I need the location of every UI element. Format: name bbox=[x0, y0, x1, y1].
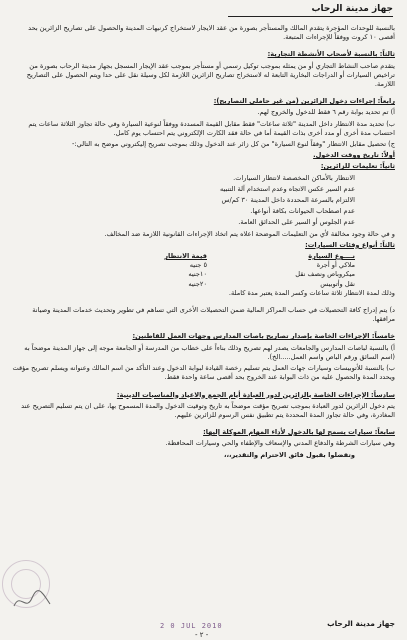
section-4-a: أ) تم تحديد بوابة رقم ٦ فقط للدخول والخروج لهم. bbox=[257, 108, 395, 117]
fees-row bbox=[10, 261, 355, 270]
section-7-title: سابعاً: سيارات يسمح لها بالدخول لأداء المهام الموكلة إليها: bbox=[203, 428, 395, 437]
section-6-title: سادساً: الإجراءات الخاصة بالزائرين لدور العبادة أيام الجمع والاعياد والمناسبات الدينية: bbox=[116, 390, 395, 399]
vehicle-type: ملاكي أو أجرة bbox=[316, 261, 355, 270]
fees-header-row bbox=[10, 252, 355, 261]
section-5-b: ب) بالنسبة للأتوبيسات وسيارات جهات العمل يتم تسليم رخصة القيادة لبوابة الدخول وعند التأكد من اسم المالك وعنوانه ويسلم تصريح مؤقت ويحدد المدة والحصول عليه من ذات البوابة عند الخروج بحد أقصى ساعة واحدة فقط. bbox=[12, 364, 395, 382]
section-4-b: ب) تحديد مدة الانتظار داخل المدينة "ثلاثة ساعات" فقط مقابل القيمة المسددة ووفقاً لنوعية السيارة وفي حالة تجاوز الثلاثة ساعات يتم احتساب مدة أخرى أو مدد أخرى بذات القيمة أما في حالة فقد الكارت الإلكتروني يتم احتساب يوم كامل. bbox=[28, 119, 395, 137]
vehicle-type: ميكروباص ونصف نقل bbox=[295, 270, 355, 279]
vehicle-type-header: نــــوع السيارة bbox=[308, 252, 355, 261]
fees-table bbox=[10, 252, 395, 289]
fee-value: ٥ جنيه bbox=[189, 261, 207, 270]
date-stamp: 2 0 JUL 2010 bbox=[160, 622, 223, 630]
section-4-title: رابعاً: إجراءات دخول الزائرين (من غير حاملي التصاريح): bbox=[213, 97, 395, 106]
fees-row bbox=[10, 280, 355, 289]
section-7-text: وهي سيارات الشرطة والدفاع المدني والإسعاف والإطفاء والحي وسيارات المحافظة. bbox=[165, 439, 395, 448]
section-3-text: يتقدم صاحب النشاط التجاري أو من يمثله بموجب توكيل رسمي أو مستأجر بموجب عقد الإيجار المسجل بجهاز مدينة الرحاب بصورة من تراخيص السيارات أو الدراجات البخارية التابعة له لاستخراج تصاريح الزائرين اللازمة لكل وسيلة نقل على حدا ويتم الحصول على التصاريح اللازمة. bbox=[26, 61, 395, 89]
document-body bbox=[10, 24, 395, 462]
violation-note: و في حالة وجود مخالفة لأي من التعليمات الموضحة اعلاه يتم اتخاذ الإجراءات القانونية اللازمة ضد المخالف. bbox=[104, 229, 395, 238]
fee-header: قيمة الانتظار bbox=[164, 252, 207, 261]
rule-item: عدم السير عكس الاتجاه وعدم استخدام آلة التنبيه bbox=[220, 184, 355, 193]
rule-item: الالتزام بالسرعة المحددة داخل المدينة ٣٠ كم/س bbox=[221, 196, 355, 205]
section-4-d: د) يتم إدراج كافة التحصيلات في حساب المراكز المالية ضمن التحصيلات الأخرى التي تساهم في تطوير وتحديث خدمات المدينة وصيانة مرافقها. bbox=[32, 306, 395, 324]
section-5-a: أ) بالنسبة لباصات المدارس والجامعات يصدر لهم تصريح وذلك بناءاً على خطاب من المدرسة أو الجامعة موجه إلى جهاز المدينة موضحاً به (اسم السائق ورقم الباص واسم العمل.....الخ). bbox=[24, 343, 395, 361]
section-4-c: ج) تحصيل مقابل الانتظار "وفقاً لنوع السيارة" من كل زائر عند الدخول وذلك بموجب تصريح إليكتروني موضح به التالي:- bbox=[72, 140, 395, 149]
second-title: ثانياً: تعليمات للزائرين: bbox=[320, 162, 395, 171]
handwritten-signature bbox=[12, 588, 52, 617]
fee-value: ٢٠جنيه bbox=[188, 279, 207, 288]
page-number: - ٢ - bbox=[195, 631, 209, 639]
rule-item: الانتظار بالأماكن المخصصة لانتظار السيارات. bbox=[233, 173, 355, 182]
vehicle-type: نقل وأتوبيس bbox=[320, 279, 355, 288]
first-title: أولاً: تاريخ ووقت الدخول. bbox=[313, 151, 395, 160]
paragraph-leased-units: بالنسبة للوحدات المؤجرة يتقدم المالك والمستأجر بصورة من عقد الايجار لاستخراج كرنيهات المدينة والحصول على تصاريح الزائرين بحد أقصى ١٠ كروت ووفقاً للإجراءات المتبعة. bbox=[28, 24, 395, 42]
header-org: جهاز مدينة الرحاب bbox=[311, 4, 393, 14]
fees-row bbox=[10, 270, 355, 279]
section-3-title: ثالثاً: بالنسبة لأصحاب الأنشطة التجارية: bbox=[267, 50, 395, 59]
closing-line: وتفضلوا بقبول فائق الاحترام والتقدير،،، bbox=[223, 450, 355, 459]
section-5-title: خامساً: الإجراءات الخاصة بإصدار تصاريح باصات المدارس وجهات العمل للقاطنين: bbox=[132, 332, 395, 341]
fee-value: ١٠جنيه bbox=[188, 270, 207, 279]
third-title: ثالثاً: أنواع وفئات السيارات: bbox=[305, 240, 395, 249]
rule-item: عدم الجلوس أو السير على الحدائق العامة. bbox=[238, 218, 355, 227]
header-rule bbox=[228, 16, 393, 17]
rule-item: عدم اصطحاب الحيوانات بكافة أنواعها. bbox=[250, 207, 355, 216]
fee-note: وذلك لمدة الانتظار ثلاثة ساعات وكسر المدة يعتبر مدة كاملة. bbox=[228, 288, 395, 297]
footer-org: جهاز مدينة الرحاب bbox=[327, 619, 395, 628]
section-6-text: يتم دخول الزائرين لدور العبادة بموجب تصريح مؤقت موضحاً به تاريخ وتوقيت الدخول والمدة المسموح بها، على ان يتم تسليم التصريح عند المغادرة، وفي حالة تجاوز المدة المحددة يتم تطبيق نفس الرسوم للزائرين عليهم. bbox=[21, 401, 395, 419]
